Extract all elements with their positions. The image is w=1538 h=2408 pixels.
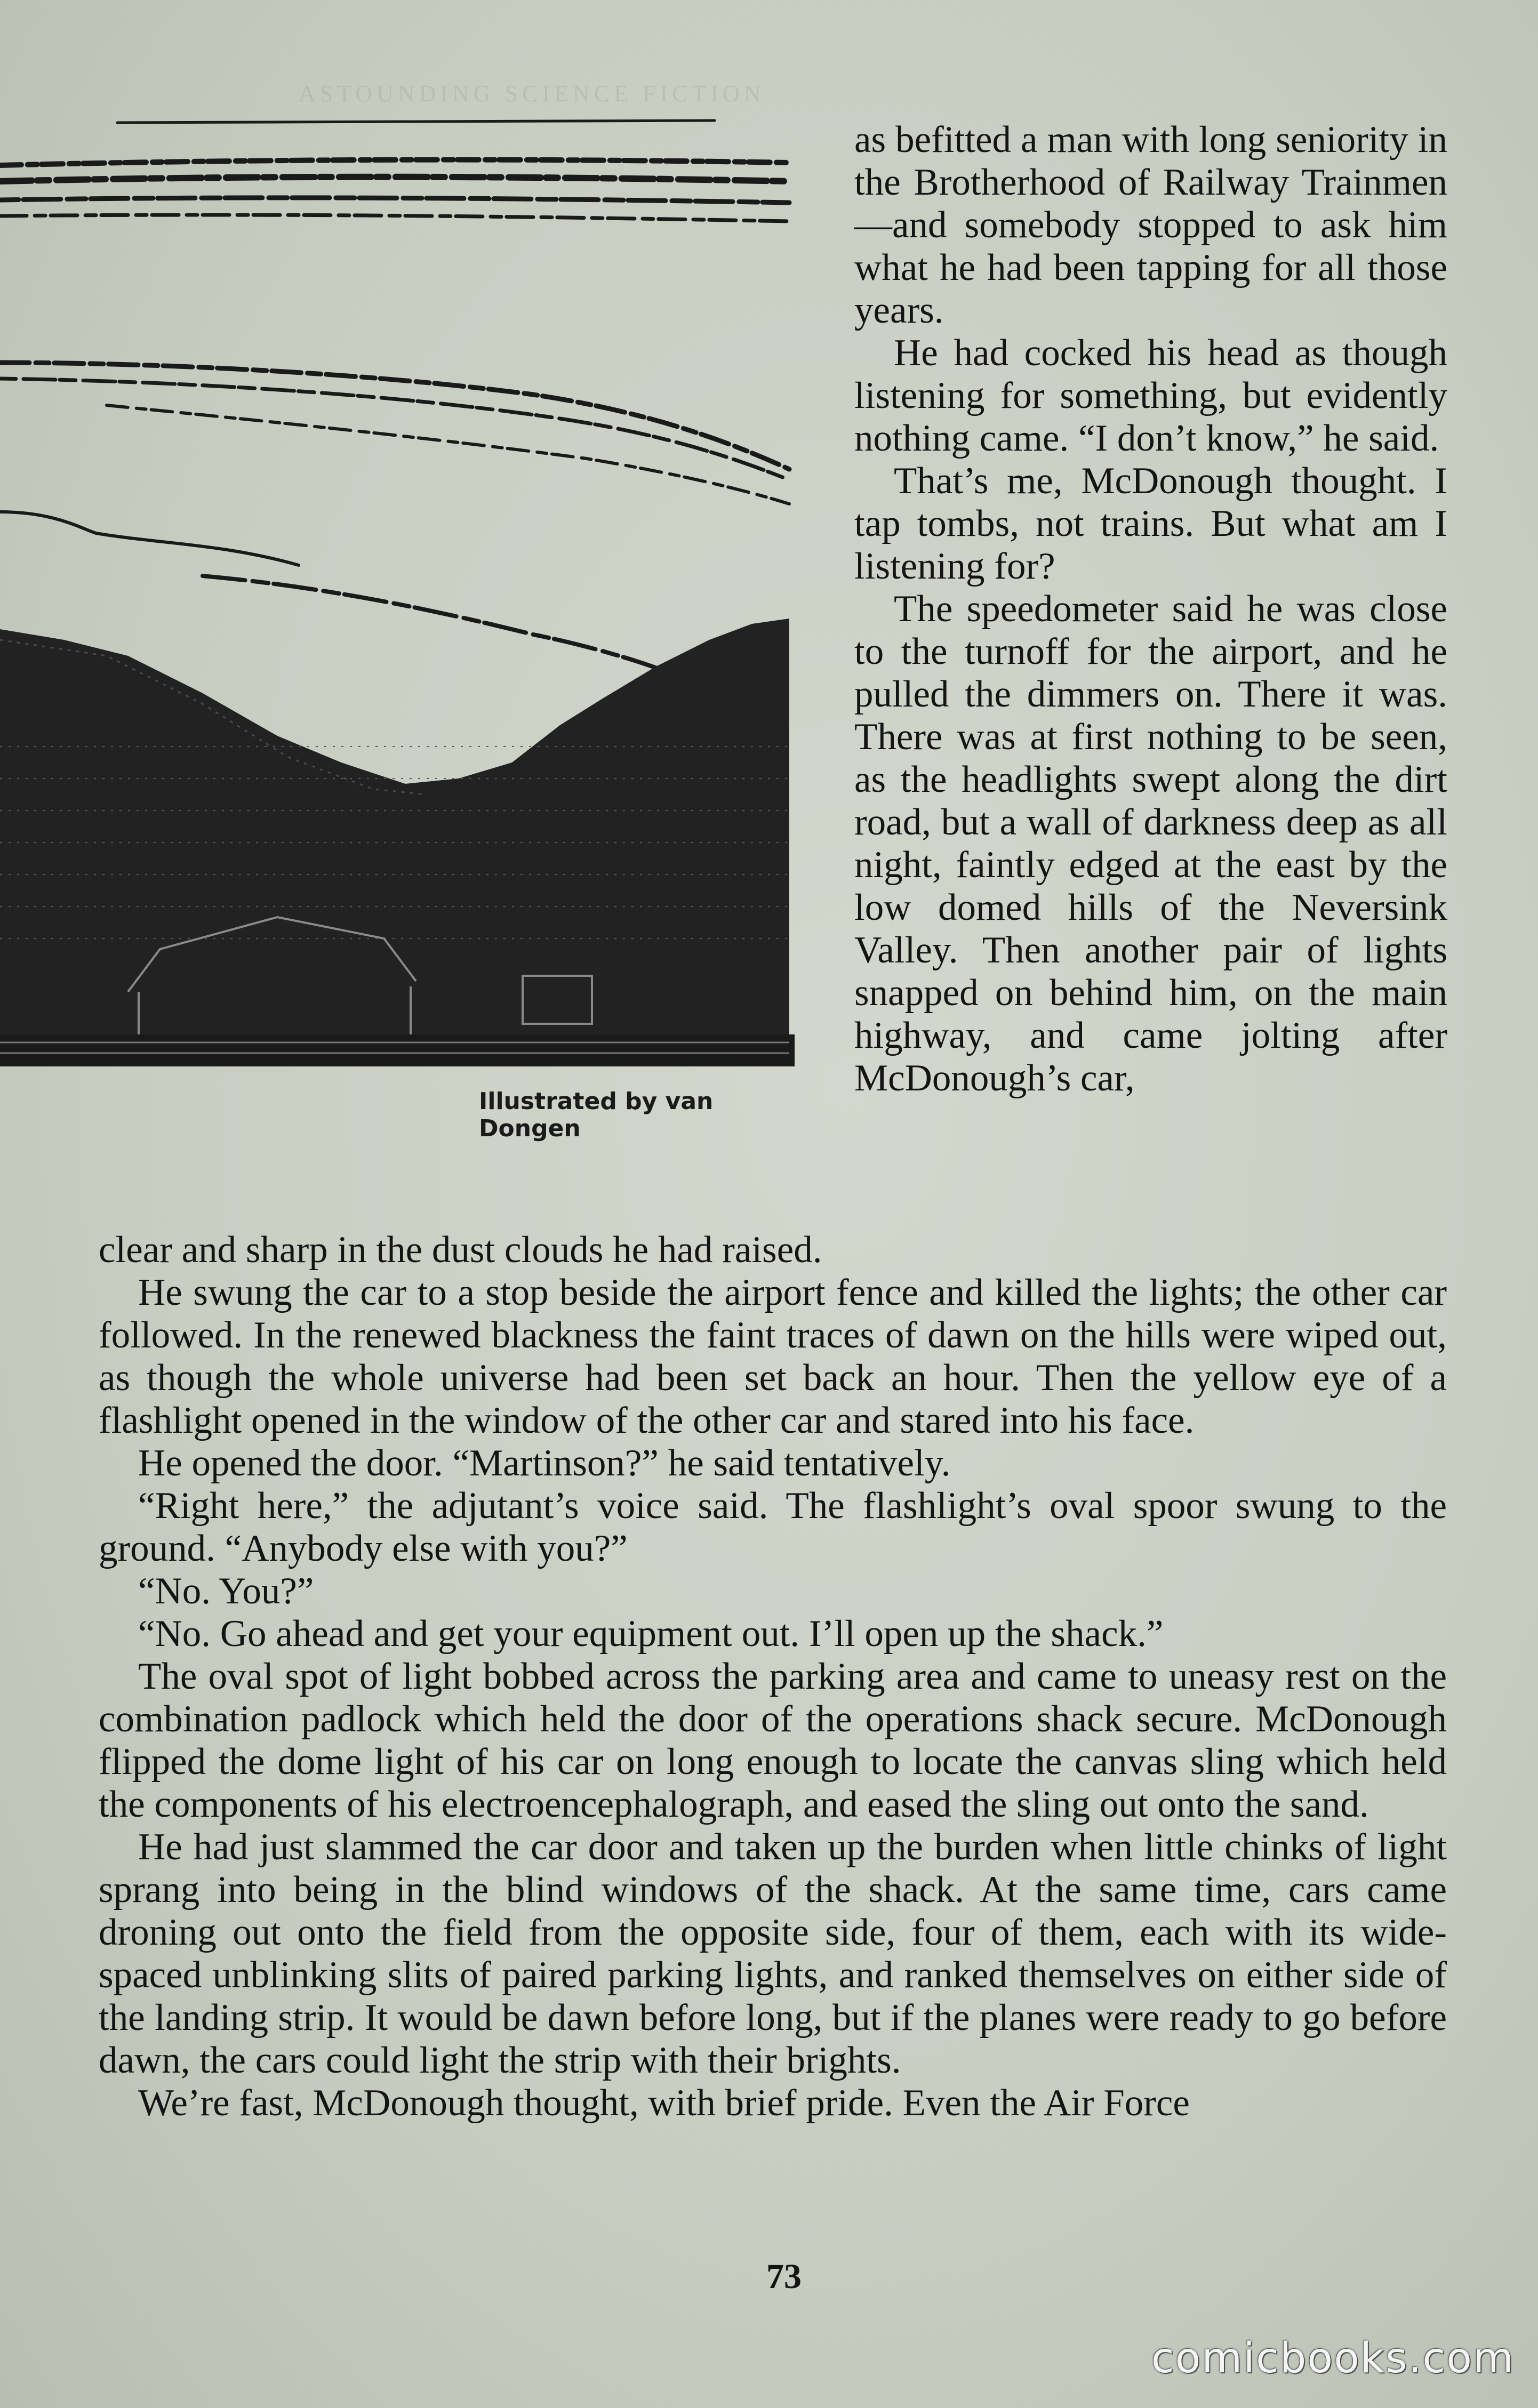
site-watermark: comicbooks.com	[1151, 2334, 1515, 2382]
paragraph: “No. Go ahead and get your equipment out. I’ll open up the shack.”	[138, 1613, 1164, 1655]
paragraph: That’s me, McDonough thought. I tap tombs, not trains. But what am I listening for?	[854, 460, 1447, 587]
paragraph: He opened the door. “Martinson?” he said tentatively.	[138, 1442, 951, 1484]
paragraph: The oval spot of light bobbed across the parking area and came to uneasy rest on the combination padlock which held the door of the operations shack secure. McDonough flipped the dome light of his car on long enough to locate the canvas sling which held the components of his electroencephalograph, and eased the sling out onto the sand.	[99, 1656, 1447, 1825]
bleed-through-header: ASTOUNDING SCIENCE FICTION	[299, 81, 765, 107]
landscape-illustration	[0, 107, 795, 1066]
paragraph: He had cocked his head as though listening for something, but evidently nothing came. “I don’t know,” he said.	[854, 332, 1447, 459]
paragraph: “No. You?”	[138, 1570, 314, 1612]
paragraph: The speedometer said he was close to the turnoff for the airport, and he pulled the dimmers on. There it was. There was at first nothing to be seen, as the headlights swept along the dirt road, but a wall of darkness deep as all night, faintly edged at the east by the low domed hills of the Neversink Valley. Then another pair of lights snapped on behind him, on the main highway, and came jolting after McDonough’s car,	[854, 588, 1447, 1099]
page-number: 73	[766, 2257, 802, 2296]
full-width-text	[99, 1229, 1447, 2124]
paragraph: We’re fast, McDonough thought, with brief pride. Even the Air Force	[138, 2082, 1190, 2124]
illustration-drawing	[0, 107, 795, 1066]
illustration-credit: Illustrated by van Dongen	[479, 1088, 714, 1142]
paragraph: He had just slammed the car door and taken up the burden when little chinks of light sprang into being in the blind windows of the shack. At the same time, cars came droning out onto the field from the opposite side, four of them, each with its wide-spaced unblinking slits of paired parking lights, and ranked themselves on either side of the landing strip. It would be dawn before long, but if the planes were ready to go before dawn, the cars could light the strip with their brights.	[99, 1826, 1447, 2081]
paragraph: He swung the car to a stop beside the airport fence and killed the lights; the other car followed. In the renewed blackness the faint traces of dawn on the hills were wiped out, as though the whole universe had been set back an hour. Then the yellow eye of a flashlight opened in the window of the other car and stared into his face.	[99, 1272, 1447, 1441]
paragraph: clear and sharp in the dust clouds he had raised.	[99, 1229, 822, 1271]
right-column-text	[854, 118, 1447, 1099]
paragraph: as befitted a man with long seniority in the Brotherhood of Railway Trainmen—and somebody stopped to ask him what he had been tapping for all those years.	[854, 119, 1447, 331]
paragraph: “Right here,” the adjutant’s voice said. The flashlight’s oval spoor swung to the ground. “Anybody else with you?”	[99, 1485, 1447, 1569]
